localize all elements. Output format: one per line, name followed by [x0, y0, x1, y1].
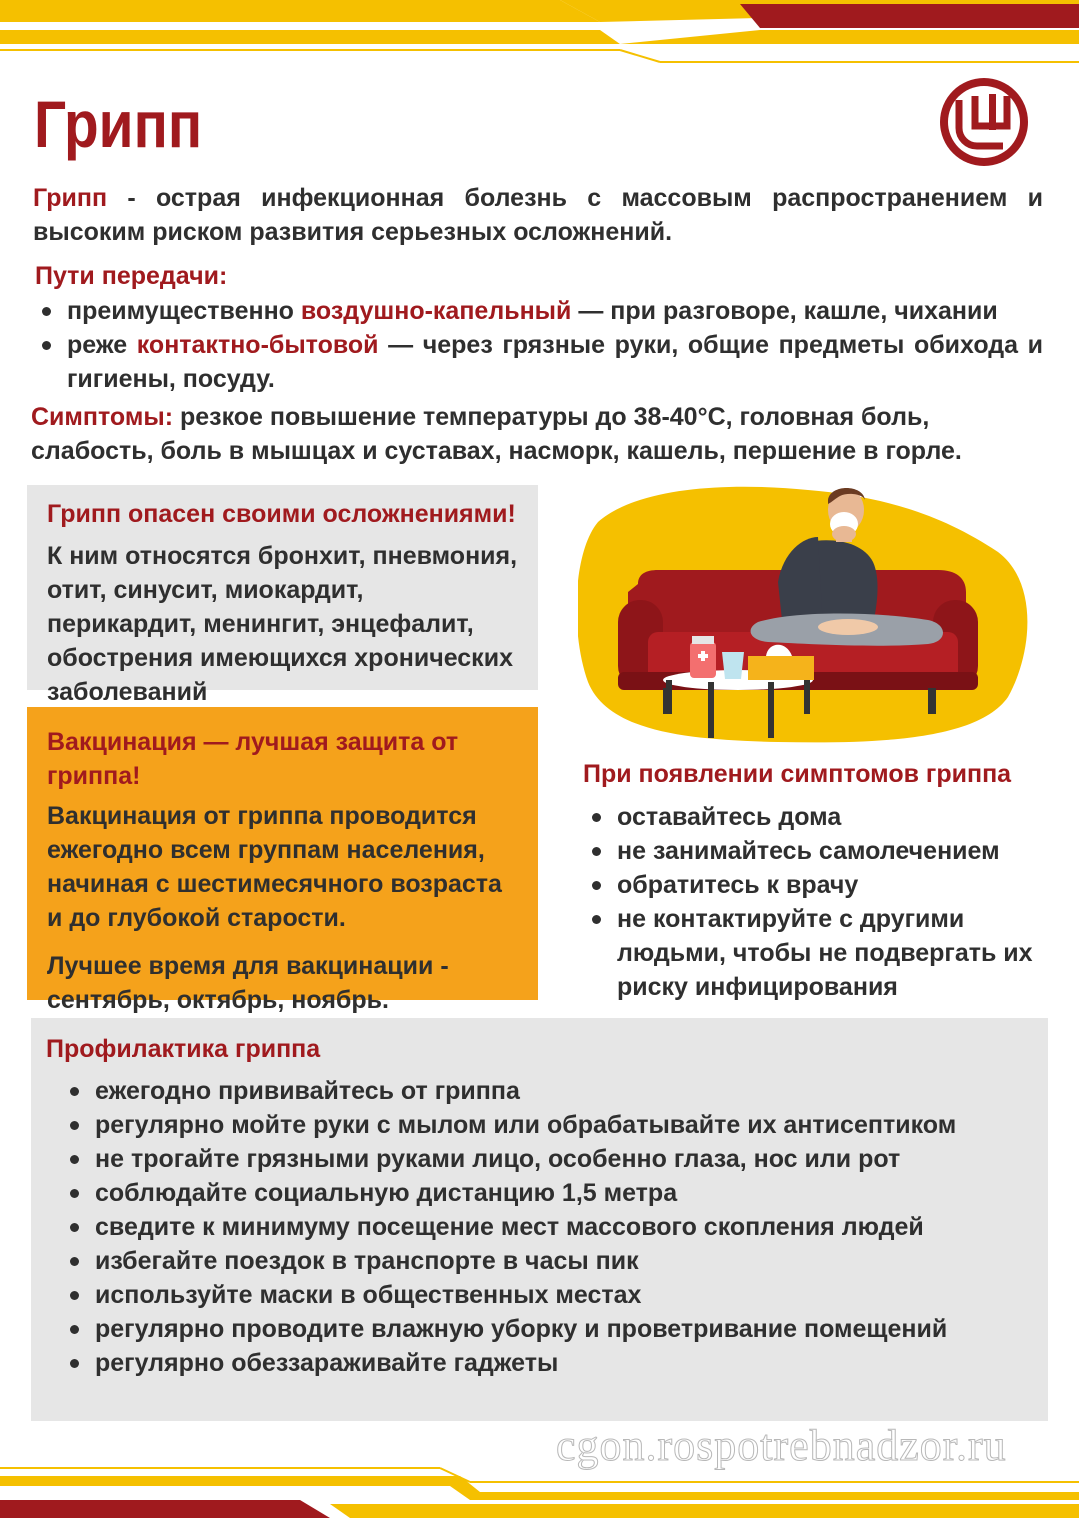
symptoms-label: Симптомы: — [31, 403, 174, 431]
when-symptoms-title: При появлении симптомов гриппа — [583, 760, 1012, 788]
list-item: преимущественно воздушно-капельный — при разговоре, кашле, чихании — [33, 294, 1043, 328]
vaccination-text-1: Вакцинация от гриппа проводится ежегодно всем группам населения, начиная с шестимесячного возраста и до глубокой старости. — [47, 802, 502, 932]
complications-box — [27, 485, 538, 706]
when-symptoms-list — [583, 800, 1053, 1004]
prevention-title: Профилактика гриппа — [46, 1035, 321, 1063]
page-title: Грипп — [34, 87, 203, 161]
sick-man-on-sofa-illustration — [578, 482, 1030, 744]
complications-text: К ним относятся бронхит, пневмония, отит, синусит, миокардит, перикардит, менингит, энцефалит, обострения имеющихся хронических заболеваний — [47, 542, 518, 706]
list-item: реже контактно-бытовой — через грязные руки, общие предметы обихода и гигиены, посуду. — [33, 328, 1043, 396]
rospotrebnadzor-logo-icon — [933, 76, 1035, 168]
list-item: соблюдайте социальную дистанцию 1,5 метра — [61, 1176, 1033, 1210]
list-item: регулярно проводите влажную уборку и проветривание помещений — [61, 1312, 1033, 1346]
intro-text: - острая инфекционная болезнь с массовым распространением и высоким риском развития серьезных осложнений. — [33, 184, 1043, 246]
intro-paragraph — [33, 181, 1043, 249]
prevention-list — [61, 1074, 1033, 1380]
list-item: оставайтесь дома — [583, 800, 1053, 834]
transmission-heading: Пути передачи: — [35, 262, 228, 290]
prevention-box — [31, 1018, 1048, 1421]
list-item: обратитесь к врачу — [583, 868, 1053, 902]
complications-title: Грипп опасен своими осложнениями! — [47, 500, 516, 528]
transmission-list — [33, 294, 1043, 396]
list-item: ежегодно прививайтесь от гриппа — [61, 1074, 1033, 1108]
list-item: не занимайтесь самолечением — [583, 834, 1053, 868]
symptoms-text: резкое повышение температуры до 38-40°С, головная боль, слабость, боль в мышцах и суставах, насморк, кашель, першение в горле. — [31, 403, 962, 465]
footer-stripes — [0, 1460, 1079, 1520]
intro-lead: Грипп — [33, 184, 108, 212]
symptoms-paragraph — [31, 400, 1043, 468]
vaccination-text-2: Лучшее время для вакцинации - сентябрь, октябрь, ноябрь. — [47, 952, 449, 1014]
list-item: не трогайте грязными руками лицо, особенно глаза, нос или рот — [61, 1142, 1033, 1176]
list-item: регулярно обеззараживайте гаджеты — [61, 1346, 1033, 1380]
list-item: регулярно мойте руки с мылом или обрабатывайте их антисептиком — [61, 1108, 1033, 1142]
vaccination-title: Вакцинация — лучшая защита от гриппа! — [47, 728, 459, 790]
list-item: не контактируйте с другими людьми, чтобы не подвергать их риску инфицирования — [583, 902, 1053, 1004]
list-item: сведите к минимуму посещение мест массового скопления людей — [61, 1210, 1033, 1244]
list-item: используйте маски в общественных местах — [61, 1278, 1033, 1312]
list-item: избегайте поездок в транспорте в часы пик — [61, 1244, 1033, 1278]
header-stripes — [0, 0, 1079, 70]
vaccination-box — [27, 707, 538, 1014]
watermark: cgon.rospotrebnadzor.ru — [556, 1421, 1007, 1470]
